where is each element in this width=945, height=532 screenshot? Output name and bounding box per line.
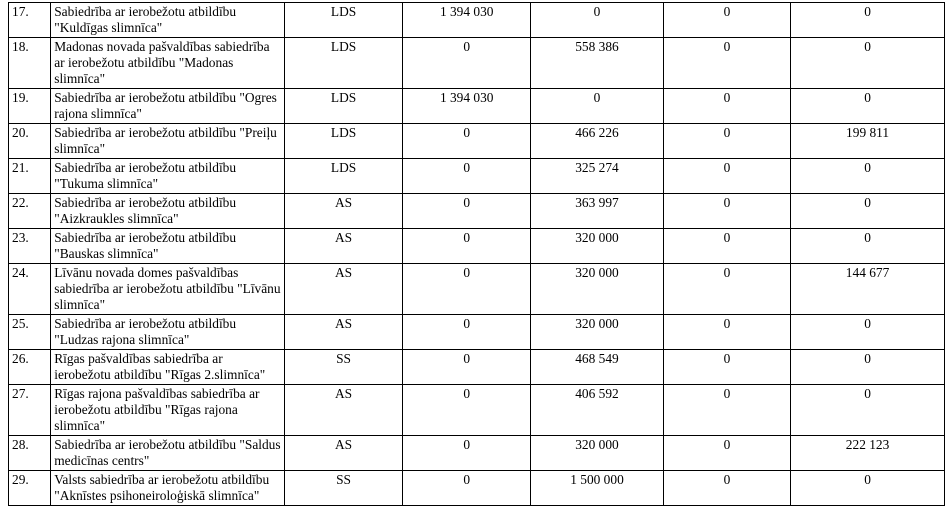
- institution-name: Sabiedrība ar ierobežotu atbildību "Tukuma slimnīca": [51, 159, 285, 194]
- value-col-3: 0: [663, 159, 790, 194]
- value-col-2: 363 997: [531, 194, 664, 229]
- value-col-4: 0: [791, 159, 945, 194]
- value-col-1: 0: [403, 264, 531, 315]
- table-row: [9, 159, 945, 194]
- value-col-4: 0: [791, 471, 945, 506]
- value-col-3: 0: [663, 3, 790, 38]
- institution-name: Sabiedrība ar ierobežotu atbildību "Ogres rajona slimnīca": [51, 89, 285, 124]
- value-col-1: 0: [403, 315, 531, 350]
- institution-name: Līvānu novada domes pašvaldības sabiedrība ar ierobežotu atbildību "Līvānu slimnīca": [51, 264, 285, 315]
- value-col-4: 0: [791, 350, 945, 385]
- row-number: 28.: [9, 436, 51, 471]
- institution-name: Madonas novada pašvaldības sabiedrība ar ierobežotu atbildību "Madonas slimnīca": [51, 38, 285, 89]
- institution-name: Rīgas pašvaldības sabiedrība ar ierobežotu atbildību "Rīgas 2.slimnīca": [51, 350, 285, 385]
- table-row: [9, 385, 945, 436]
- value-col-2: 0: [531, 89, 664, 124]
- value-col-3: 0: [663, 471, 790, 506]
- value-col-1: 1 394 030: [403, 3, 531, 38]
- institution-name: Sabiedrība ar ierobežotu atbildību "Aizkraukles slimnīca": [51, 194, 285, 229]
- value-col-4: 0: [791, 385, 945, 436]
- value-col-1: 0: [403, 124, 531, 159]
- value-col-3: 0: [663, 436, 790, 471]
- institution-type: AS: [284, 229, 402, 264]
- institution-name: Sabiedrība ar ierobežotu atbildību "Saldus medicīnas centrs": [51, 436, 285, 471]
- value-col-2: 320 000: [531, 436, 664, 471]
- value-col-3: 0: [663, 89, 790, 124]
- value-col-4: 0: [791, 89, 945, 124]
- row-number: 21.: [9, 159, 51, 194]
- value-col-3: 0: [663, 315, 790, 350]
- institution-type: LDS: [284, 38, 402, 89]
- institution-name: Valsts sabiedrība ar ierobežotu atbildību "Aknīstes psihoneiroloģiskā slimnīca": [51, 471, 285, 506]
- institution-type: LDS: [284, 89, 402, 124]
- table-row: [9, 89, 945, 124]
- institution-name: Sabiedrība ar ierobežotu atbildību "Kuldīgas slimnīca": [51, 3, 285, 38]
- value-col-1: 0: [403, 194, 531, 229]
- institution-type: LDS: [284, 124, 402, 159]
- value-col-4: 0: [791, 229, 945, 264]
- row-number: 22.: [9, 194, 51, 229]
- row-number: 17.: [9, 3, 51, 38]
- value-col-1: 1 394 030: [403, 89, 531, 124]
- value-col-1: 0: [403, 385, 531, 436]
- row-number: 24.: [9, 264, 51, 315]
- value-col-4: 0: [791, 3, 945, 38]
- value-col-2: 325 274: [531, 159, 664, 194]
- institution-type: AS: [284, 436, 402, 471]
- value-col-4: 144 677: [791, 264, 945, 315]
- institution-name: Sabiedrība ar ierobežotu atbildību "Ludzas rajona slimnīca": [51, 315, 285, 350]
- value-col-4: 0: [791, 38, 945, 89]
- hospitals-table: [8, 2, 945, 506]
- institution-type: SS: [284, 471, 402, 506]
- institution-type: LDS: [284, 3, 402, 38]
- institution-name: Rīgas rajona pašvaldības sabiedrība ar ierobežotu atbildību "Rīgas rajona slimnīca": [51, 385, 285, 436]
- value-col-3: 0: [663, 124, 790, 159]
- value-col-2: 320 000: [531, 264, 664, 315]
- institution-type: AS: [284, 264, 402, 315]
- value-col-2: 320 000: [531, 315, 664, 350]
- table-row: [9, 436, 945, 471]
- value-col-1: 0: [403, 471, 531, 506]
- table-row: [9, 194, 945, 229]
- institution-type: AS: [284, 385, 402, 436]
- institution-name: Sabiedrība ar ierobežotu atbildību "Preiļu slimnīca": [51, 124, 285, 159]
- value-col-2: 466 226: [531, 124, 664, 159]
- value-col-3: 0: [663, 38, 790, 89]
- row-number: 27.: [9, 385, 51, 436]
- value-col-2: 320 000: [531, 229, 664, 264]
- institution-type: SS: [284, 350, 402, 385]
- row-number: 25.: [9, 315, 51, 350]
- institution-type: AS: [284, 194, 402, 229]
- row-number: 26.: [9, 350, 51, 385]
- table-row: [9, 471, 945, 506]
- row-number: 29.: [9, 471, 51, 506]
- value-col-3: 0: [663, 229, 790, 264]
- value-col-1: 0: [403, 159, 531, 194]
- value-col-4: 0: [791, 315, 945, 350]
- table-row: [9, 229, 945, 264]
- value-col-4: 0: [791, 194, 945, 229]
- row-number: 18.: [9, 38, 51, 89]
- value-col-3: 0: [663, 385, 790, 436]
- row-number: 23.: [9, 229, 51, 264]
- value-col-1: 0: [403, 229, 531, 264]
- row-number: 19.: [9, 89, 51, 124]
- table-row: [9, 315, 945, 350]
- value-col-4: 222 123: [791, 436, 945, 471]
- table-row: [9, 264, 945, 315]
- value-col-1: 0: [403, 436, 531, 471]
- value-col-4: 199 811: [791, 124, 945, 159]
- institution-name: Sabiedrība ar ierobežotu atbildību "Bauskas slimnīca": [51, 229, 285, 264]
- row-number: 20.: [9, 124, 51, 159]
- value-col-1: 0: [403, 350, 531, 385]
- institution-type: AS: [284, 315, 402, 350]
- value-col-2: 0: [531, 3, 664, 38]
- table-row: [9, 350, 945, 385]
- table-row: [9, 124, 945, 159]
- value-col-2: 558 386: [531, 38, 664, 89]
- value-col-3: 0: [663, 264, 790, 315]
- value-col-3: 0: [663, 194, 790, 229]
- table-row: [9, 3, 945, 38]
- value-col-3: 0: [663, 350, 790, 385]
- institution-type: LDS: [284, 159, 402, 194]
- value-col-2: 468 549: [531, 350, 664, 385]
- value-col-2: 1 500 000: [531, 471, 664, 506]
- table-row: [9, 38, 945, 89]
- value-col-1: 0: [403, 38, 531, 89]
- value-col-2: 406 592: [531, 385, 664, 436]
